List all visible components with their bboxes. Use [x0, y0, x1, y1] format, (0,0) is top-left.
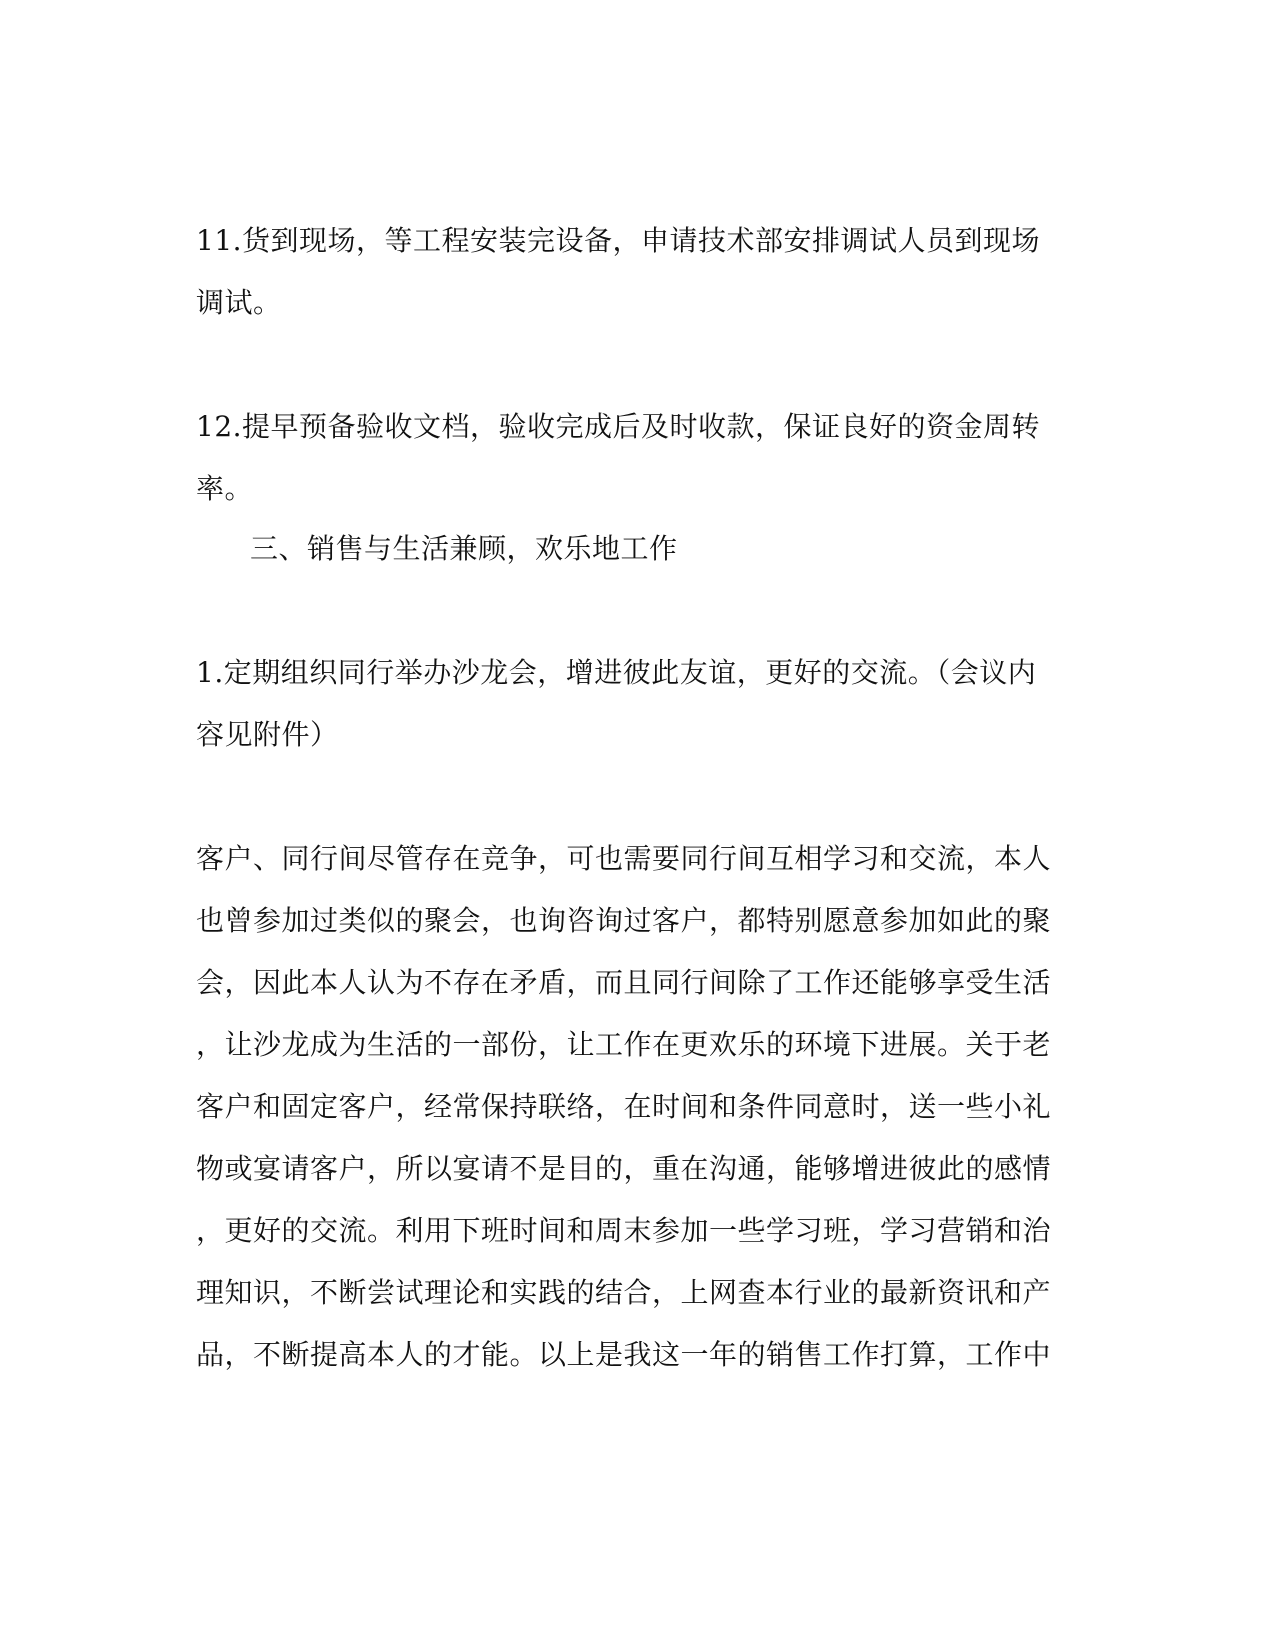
- item-12-line-1: 12.提早预备验收文档，验收完成后及时收款，保证良好的资金周转: [196, 410, 1041, 443]
- item-1-line-2: 容见附件）: [196, 718, 339, 751]
- paragraph-line: 客户、同行间尽管存在竞争，可也需要同行间互相学习和交流，本人: [196, 842, 1052, 875]
- paragraph-line: 理知识，不断尝试理论和实践的结合，上网查本行业的最新资讯和产: [196, 1276, 1052, 1309]
- paragraph-line: 物或宴请客户，所以宴请不是目的，重在沟通，能够增进彼此的感情: [196, 1152, 1052, 1185]
- paragraph-line: 也曾参加过类似的聚会，也询咨询过客户，都特别愿意参加如此的聚: [196, 904, 1052, 937]
- item-11-line-2: 调试。: [196, 286, 282, 319]
- item-11-line-1: 11.货到现场，等工程安装完设备，申请技术部安排调试人员到现场: [196, 224, 1041, 257]
- paragraph-line: ，更好的交流。利用下班时间和周末参加一些学习班，学习营销和治: [196, 1214, 1052, 1247]
- paragraph-line: 品，不断提高本人的才能。以上是我这一年的销售工作打算，工作中: [196, 1338, 1052, 1371]
- item-12-line-2: 率。: [196, 472, 254, 505]
- paragraph-line: ，让沙龙成为生活的一部份，让工作在更欢乐的环境下进展。关于老: [196, 1028, 1052, 1061]
- item-1-line-1: 1.定期组织同行举办沙龙会，增进彼此友谊，更好的交流。（会议内: [196, 656, 1037, 689]
- section-3-heading: 三、销售与生活兼顾，欢乐地工作: [250, 532, 678, 565]
- paragraph-line: 客户和固定客户，经常保持联络，在时间和条件同意时，送一些小礼: [196, 1090, 1052, 1123]
- paragraph-line: 会，因此本人认为不存在矛盾，而且同行间除了工作还能够享受生活: [196, 966, 1052, 999]
